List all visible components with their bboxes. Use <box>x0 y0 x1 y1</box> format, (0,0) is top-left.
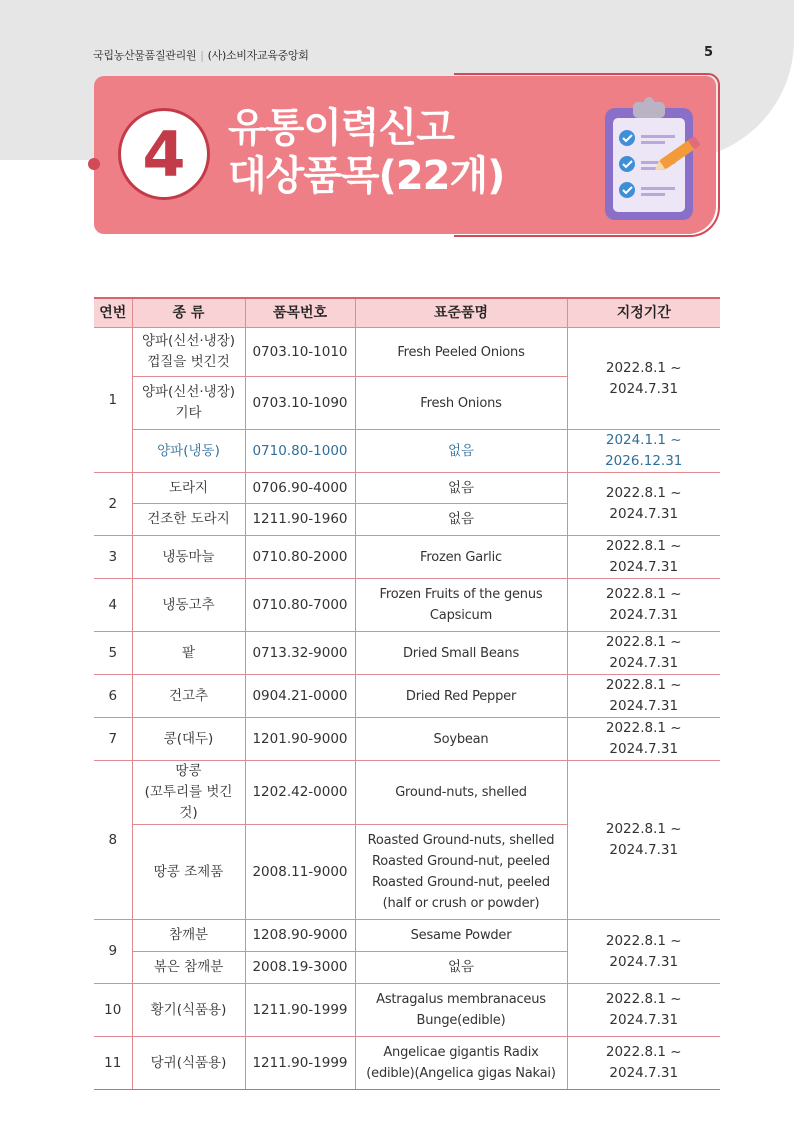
row-code: 1201.90-9000 <box>245 718 355 761</box>
banner-dot <box>88 158 100 170</box>
row-kind: 건조한 도라지 <box>132 504 245 536</box>
banner-body <box>94 76 716 234</box>
header-std-name: 표준품명 <box>355 298 567 328</box>
section-title <box>228 104 504 200</box>
row-kind: 양파(신선·냉장) 껍질을 벗긴것 <box>132 328 245 377</box>
row-kind: 도라지 <box>132 473 245 504</box>
row-no: 10 <box>94 984 132 1037</box>
row-std-name: Soybean <box>355 718 567 761</box>
table-header-row <box>94 298 720 328</box>
row-code: 1211.90-1999 <box>245 1037 355 1090</box>
row-std-name: 없음 <box>355 430 567 473</box>
header-org-2: (사)소비자교육중앙회 <box>207 49 309 62</box>
row-period: 2022.8.1 ~ 2024.7.31 <box>567 536 720 579</box>
row-std-name: Sesame Powder <box>355 920 567 952</box>
section-banner <box>94 73 720 237</box>
header-no: 연번 <box>94 298 132 328</box>
row-code: 2008.11-9000 <box>245 825 355 920</box>
table-row <box>94 675 720 718</box>
row-std-name: Fresh Peeled Onions <box>355 328 567 377</box>
header-period: 지정기간 <box>567 298 720 328</box>
row-code: 1211.90-1960 <box>245 504 355 536</box>
row-std-name: Frozen Fruits of the genus Capsicum <box>355 579 567 632</box>
header-org-1: 국립농산물품질관리원 <box>93 49 197 62</box>
row-period: 2022.8.1 ~ 2024.7.31 <box>567 328 720 430</box>
row-no: 6 <box>94 675 132 718</box>
row-std-name: 없음 <box>355 952 567 984</box>
row-code: 1211.90-1999 <box>245 984 355 1037</box>
table-row <box>94 579 720 632</box>
row-period: 2022.8.1 ~ 2024.7.31 <box>567 761 720 920</box>
row-period: 2022.8.1 ~ 2024.7.31 <box>567 920 720 984</box>
row-code: 0703.10-1010 <box>245 328 355 377</box>
row-kind: 냉동고추 <box>132 579 245 632</box>
table-row <box>94 536 720 579</box>
row-kind: 양파(냉동) <box>132 430 245 473</box>
row-std-name: Angelicae gigantis Radix (edible)(Angelica gigas Nakai) <box>355 1037 567 1090</box>
row-no: 8 <box>94 761 132 920</box>
row-code: 0710.80-2000 <box>245 536 355 579</box>
row-no: 1 <box>94 328 132 473</box>
row-kind: 참깨분 <box>132 920 245 952</box>
row-no: 7 <box>94 718 132 761</box>
table-row <box>94 473 720 504</box>
table-row <box>94 761 720 825</box>
row-code: 0713.32-9000 <box>245 632 355 675</box>
header-kind: 종 류 <box>132 298 245 328</box>
row-kind: 팥 <box>132 632 245 675</box>
table-row <box>94 632 720 675</box>
row-period: 2022.8.1 ~ 2024.7.31 <box>567 579 720 632</box>
row-kind: 당귀(식품용) <box>132 1037 245 1090</box>
row-no: 9 <box>94 920 132 984</box>
row-period: 2022.8.1 ~ 2024.7.31 <box>567 632 720 675</box>
row-no: 3 <box>94 536 132 579</box>
row-period: 2024.1.1 ~ 2026.12.31 <box>567 430 720 473</box>
table-row <box>94 984 720 1037</box>
designated-items-table <box>94 297 720 1090</box>
row-std-name: Fresh Onions <box>355 377 567 430</box>
row-no: 2 <box>94 473 132 536</box>
row-std-name: Astragalus membranaceus Bunge(edible) <box>355 984 567 1037</box>
row-std-name: Roasted Ground-nuts, shelled Roasted Ground-nut, peeled Roasted Ground-nut, peeled (half or crush or powder) <box>355 825 567 920</box>
table-row <box>94 328 720 377</box>
row-kind: 땅콩 (꼬투리를 벗긴 것) <box>132 761 245 825</box>
header-separator: | <box>200 49 204 62</box>
row-code: 0706.90-4000 <box>245 473 355 504</box>
table-row <box>94 430 720 473</box>
row-kind: 냉동마늘 <box>132 536 245 579</box>
table-row <box>94 1037 720 1090</box>
section-number-badge: 4 <box>118 108 210 200</box>
row-kind: 땅콩 조제품 <box>132 825 245 920</box>
row-std-name: 없음 <box>355 504 567 536</box>
row-std-name: Dried Small Beans <box>355 632 567 675</box>
row-kind: 양파(신선·냉장) 기타 <box>132 377 245 430</box>
row-kind: 볶은 참깨분 <box>132 952 245 984</box>
section-title-line-2: 대상품목(22개) <box>228 153 505 199</box>
table-row <box>94 718 720 761</box>
row-period: 2022.8.1 ~ 2024.7.31 <box>567 718 720 761</box>
row-code: 0710.80-1000 <box>245 430 355 473</box>
header-organizations <box>93 47 309 63</box>
row-period: 2022.8.1 ~ 2024.7.31 <box>567 984 720 1037</box>
row-code: 2008.19-3000 <box>245 952 355 984</box>
row-std-name: Frozen Garlic <box>355 536 567 579</box>
row-code: 0703.10-1090 <box>245 377 355 430</box>
table-row <box>94 920 720 952</box>
row-code: 1208.90-9000 <box>245 920 355 952</box>
page-number: 5 <box>704 45 714 60</box>
row-period: 2022.8.1 ~ 2024.7.31 <box>567 1037 720 1090</box>
row-no: 4 <box>94 579 132 632</box>
section-title-line-1: 유통이력신고 <box>228 105 454 151</box>
row-code: 1202.42-0000 <box>245 761 355 825</box>
clipboard-checklist-icon <box>599 94 709 222</box>
row-std-name: 없음 <box>355 473 567 504</box>
row-period: 2022.8.1 ~ 2024.7.31 <box>567 473 720 536</box>
row-std-name: Dried Red Pepper <box>355 675 567 718</box>
row-kind: 콩(대두) <box>132 718 245 761</box>
header-code: 품목번호 <box>245 298 355 328</box>
row-code: 0710.80-7000 <box>245 579 355 632</box>
row-no: 5 <box>94 632 132 675</box>
row-no: 11 <box>94 1037 132 1090</box>
row-kind: 건고추 <box>132 675 245 718</box>
row-period: 2022.8.1 ~ 2024.7.31 <box>567 675 720 718</box>
row-code: 0904.21-0000 <box>245 675 355 718</box>
row-std-name: Ground-nuts, shelled <box>355 761 567 825</box>
row-kind: 황기(식품용) <box>132 984 245 1037</box>
